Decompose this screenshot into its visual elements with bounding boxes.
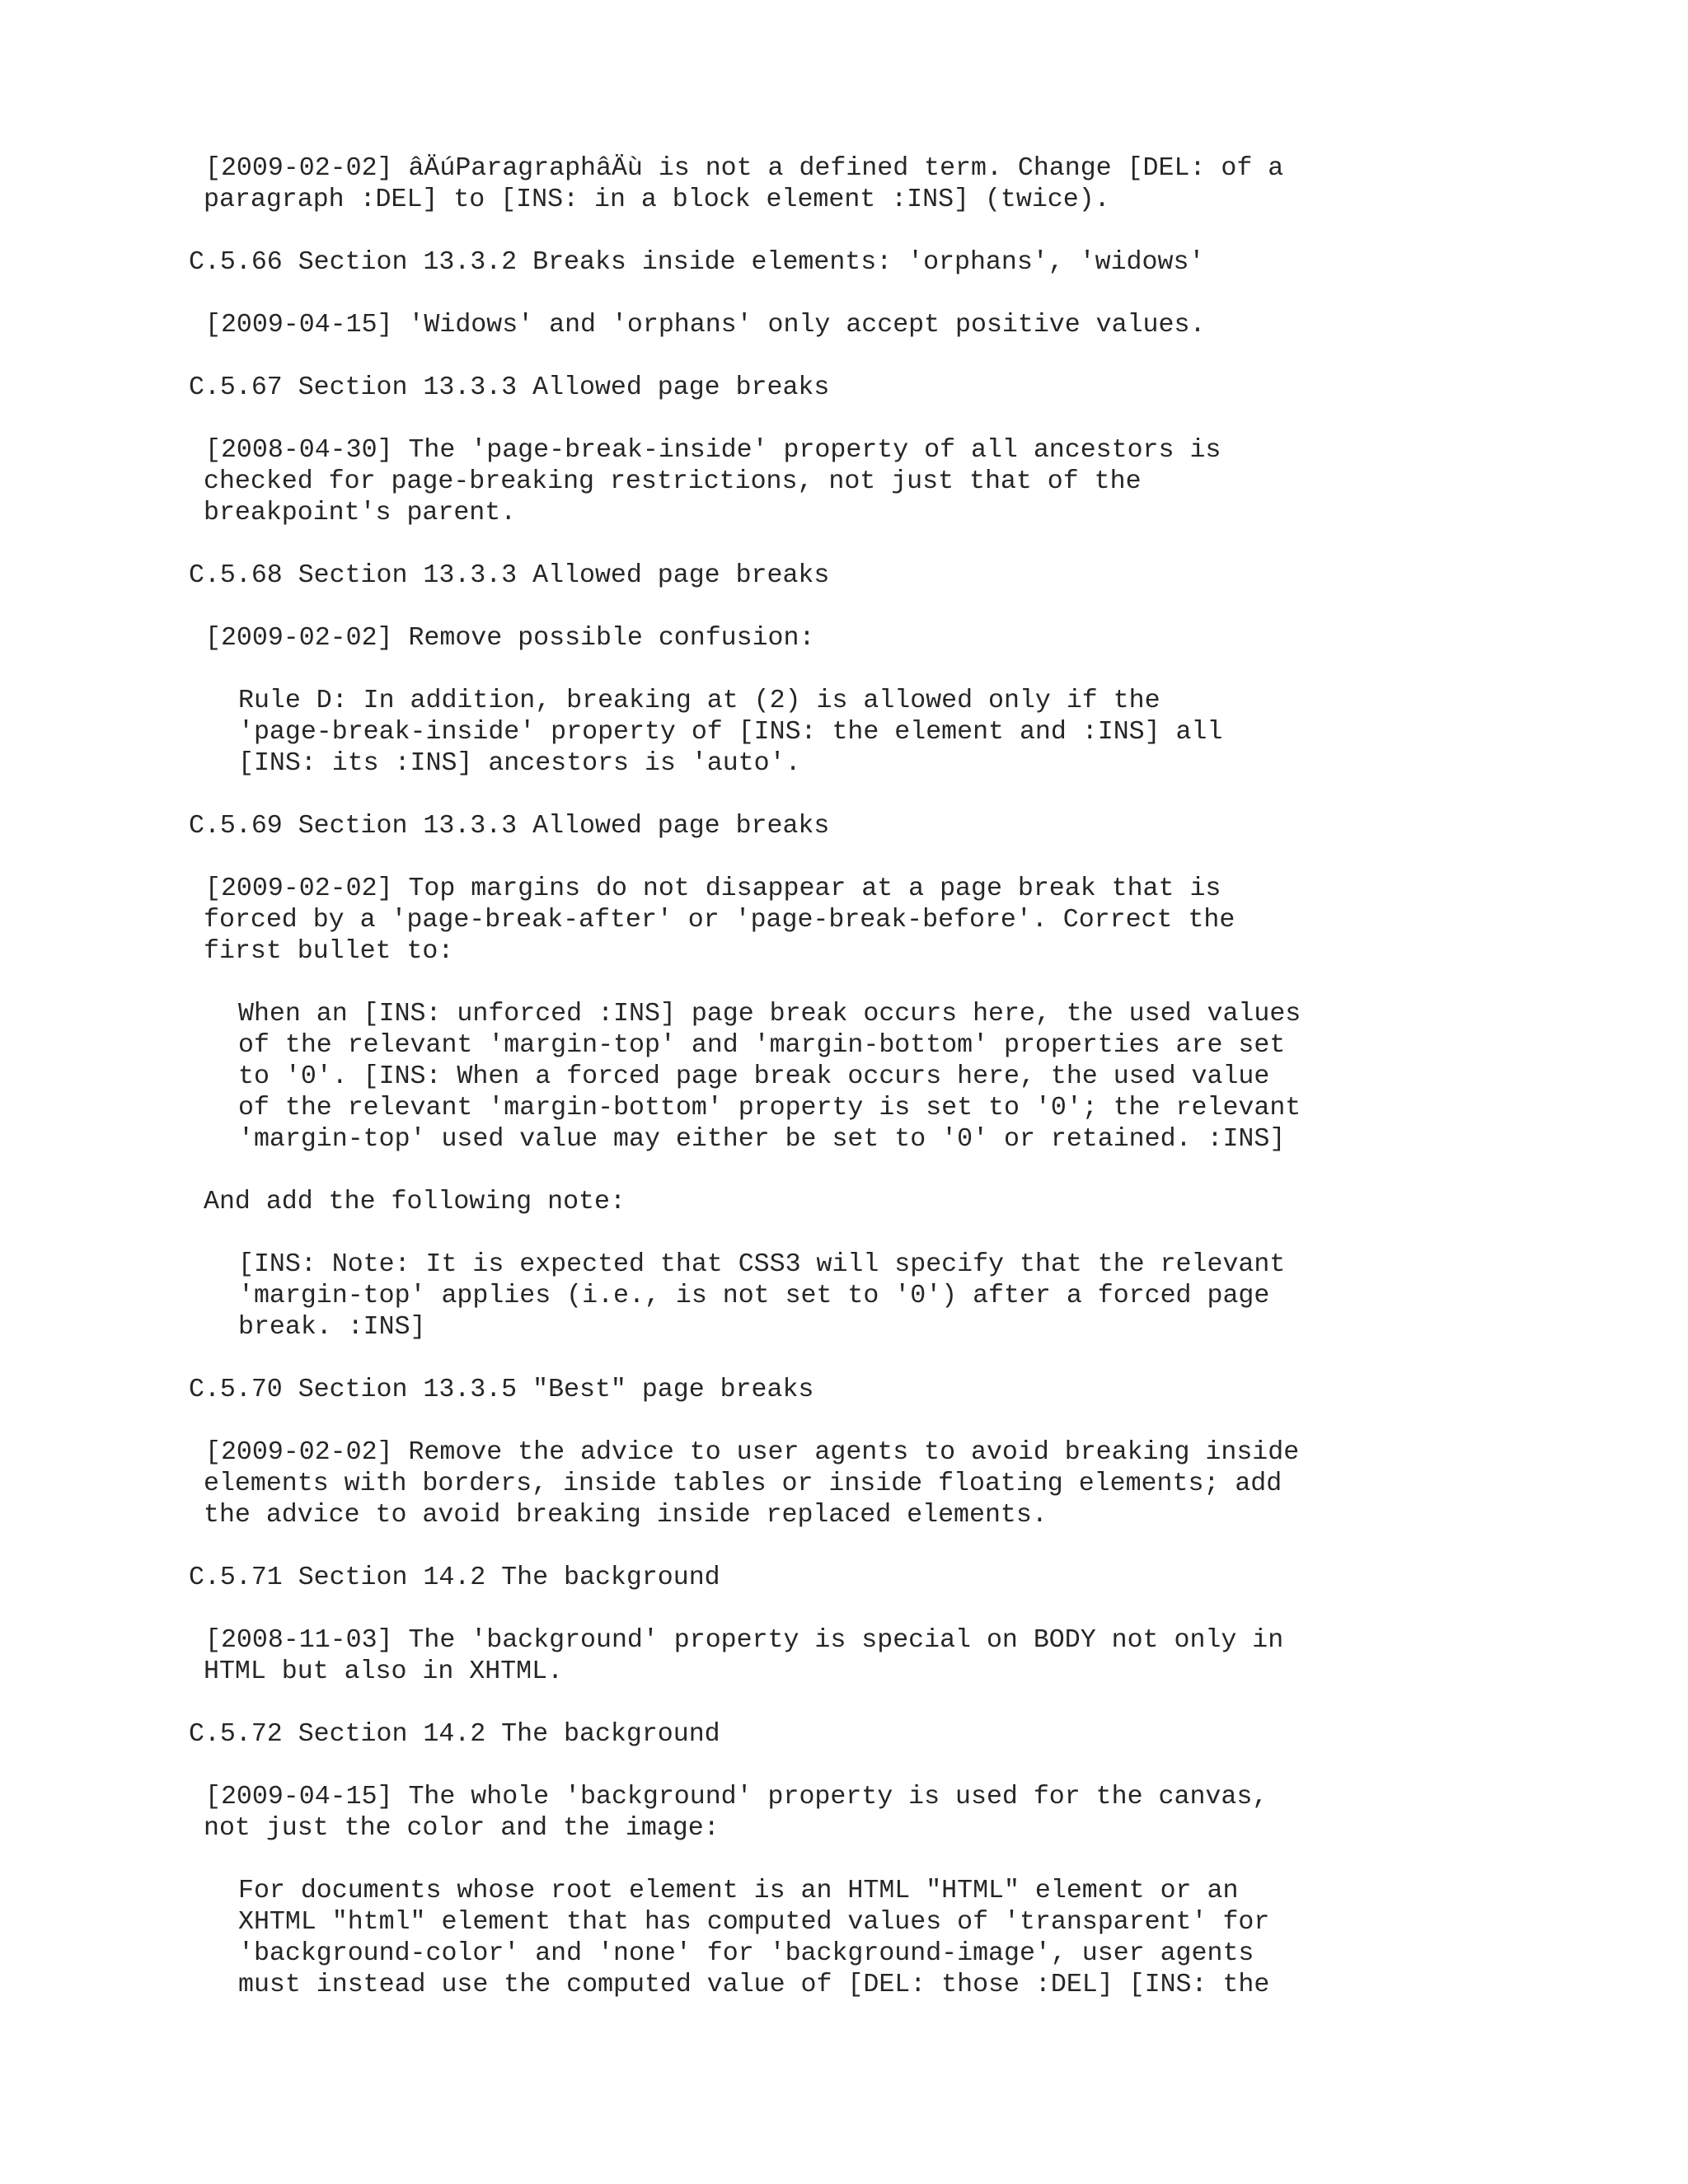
document-body bbox=[189, 153, 1606, 2032]
quoted-block bbox=[189, 1249, 1606, 1343]
text-line: [2008-04-30] The 'page-break-inside' property of all ancestors is bbox=[205, 436, 1221, 465]
instruction-line bbox=[189, 1187, 1606, 1218]
erratum-paragraph bbox=[189, 435, 1606, 529]
erratum-paragraph bbox=[189, 874, 1606, 968]
text-line: forced by a 'page-break-after' or 'page-break-before'. Correct the bbox=[204, 906, 1236, 935]
erratum-paragraph bbox=[189, 310, 1606, 341]
section-heading: C.5.68 Section 13.3.3 Allowed page breaks bbox=[189, 561, 830, 590]
text-line: HTML but also in XHTML. bbox=[204, 1657, 564, 1686]
text-line: elements with borders, inside tables or inside floating elements; add bbox=[204, 1469, 1282, 1498]
text-line: [INS: its :INS] ancestors is 'auto'. bbox=[238, 749, 801, 778]
text-line: 'background-color' and 'none' for 'background-image', user agents bbox=[238, 1939, 1254, 1968]
section-c5-68 bbox=[189, 560, 1606, 780]
text-line: XHTML "html" element that has computed values of 'transparent' for bbox=[238, 1908, 1270, 1937]
section-heading: C.5.71 Section 14.2 The background bbox=[189, 1563, 720, 1592]
text-line: the advice to avoid breaking inside replaced elements. bbox=[204, 1501, 1048, 1530]
text-line: [2009-04-15] 'Widows' and 'orphans' only accept positive values. bbox=[205, 311, 1206, 340]
text-line: to '0'. [INS: When a forced page break occurs here, the used value bbox=[238, 1062, 1270, 1091]
text-line: must instead use the computed value of [DEL: those :DEL] [INS: the bbox=[238, 1971, 1270, 1999]
text-line: not just the color and the image: bbox=[204, 1814, 720, 1843]
quoted-block bbox=[189, 999, 1606, 1155]
text-line: [2009-02-02] âÄúParagraphâÄù is not a defined term. Change [DEL: of a bbox=[205, 154, 1284, 183]
section-c5-69 bbox=[189, 811, 1606, 1343]
text-line: When an [INS: unforced :INS] page break occurs here, the used values bbox=[238, 1000, 1301, 1029]
text-line: [INS: Note: It is expected that CSS3 will specify that the relevant bbox=[238, 1250, 1286, 1279]
text-line: [2009-02-02] Top margins do not disappear at a page break that is bbox=[205, 874, 1221, 903]
text-line: 'margin-top' used value may either be set to '0' or retained. :INS] bbox=[238, 1125, 1286, 1154]
text-line: paragraph :DEL] to [INS: in a block element :INS] (twice). bbox=[204, 185, 1110, 214]
quoted-block bbox=[189, 686, 1606, 780]
erratum-paragraph bbox=[189, 1625, 1606, 1688]
text-line: first bullet to: bbox=[204, 937, 454, 966]
text-line: Rule D: In addition, breaking at (2) is allowed only if the bbox=[238, 687, 1160, 715]
section-heading: C.5.70 Section 13.3.5 "Best" page breaks bbox=[189, 1376, 814, 1404]
section-c5-65-tail bbox=[189, 153, 1606, 216]
text-line: 'margin-top' applies (i.e., is not set to '0') after a forced page bbox=[238, 1282, 1270, 1310]
section-heading: C.5.66 Section 13.3.2 Breaks inside elements: 'orphans', 'widows' bbox=[189, 248, 1205, 277]
section-heading: C.5.72 Section 14.2 The background bbox=[189, 1720, 720, 1749]
text-line: [2009-02-02] Remove possible confusion: bbox=[205, 624, 815, 653]
text-line: breakpoint's parent. bbox=[204, 499, 517, 527]
text-line: [2008-11-03] The 'background' property is special on BODY not only in bbox=[205, 1626, 1284, 1655]
text-line: For documents whose root element is an HTML "HTML" element or an bbox=[238, 1877, 1239, 1905]
section-c5-72 bbox=[189, 1719, 1606, 2001]
section-c5-71 bbox=[189, 1563, 1606, 1688]
text-line: checked for page-breaking restrictions, not just that of the bbox=[204, 467, 1142, 496]
erratum-paragraph bbox=[189, 153, 1606, 216]
text-line: of the relevant 'margin-top' and 'margin-bottom' properties are set bbox=[238, 1031, 1286, 1060]
text-line: [2009-02-02] Remove the advice to user agents to avoid breaking inside bbox=[205, 1438, 1300, 1467]
section-heading: C.5.69 Section 13.3.3 Allowed page breaks bbox=[189, 812, 830, 841]
section-c5-66 bbox=[189, 247, 1606, 341]
erratum-paragraph bbox=[189, 1782, 1606, 1844]
text-line: 'page-break-inside' property of [INS: the element and :INS] all bbox=[238, 718, 1223, 747]
quoted-block bbox=[189, 1876, 1606, 2001]
erratum-paragraph bbox=[189, 1437, 1606, 1531]
text-line: [2009-04-15] The whole 'background' property is used for the canvas, bbox=[205, 1783, 1268, 1811]
section-heading: C.5.67 Section 13.3.3 Allowed page breaks bbox=[189, 373, 830, 402]
text-line: break. :INS] bbox=[238, 1313, 426, 1342]
section-c5-67 bbox=[189, 373, 1606, 529]
text-line: of the relevant 'margin-bottom' property is set to '0'; the relevant bbox=[238, 1094, 1301, 1122]
erratum-paragraph bbox=[189, 623, 1606, 654]
text-line: And add the following note: bbox=[204, 1188, 626, 1216]
section-c5-70 bbox=[189, 1375, 1606, 1531]
